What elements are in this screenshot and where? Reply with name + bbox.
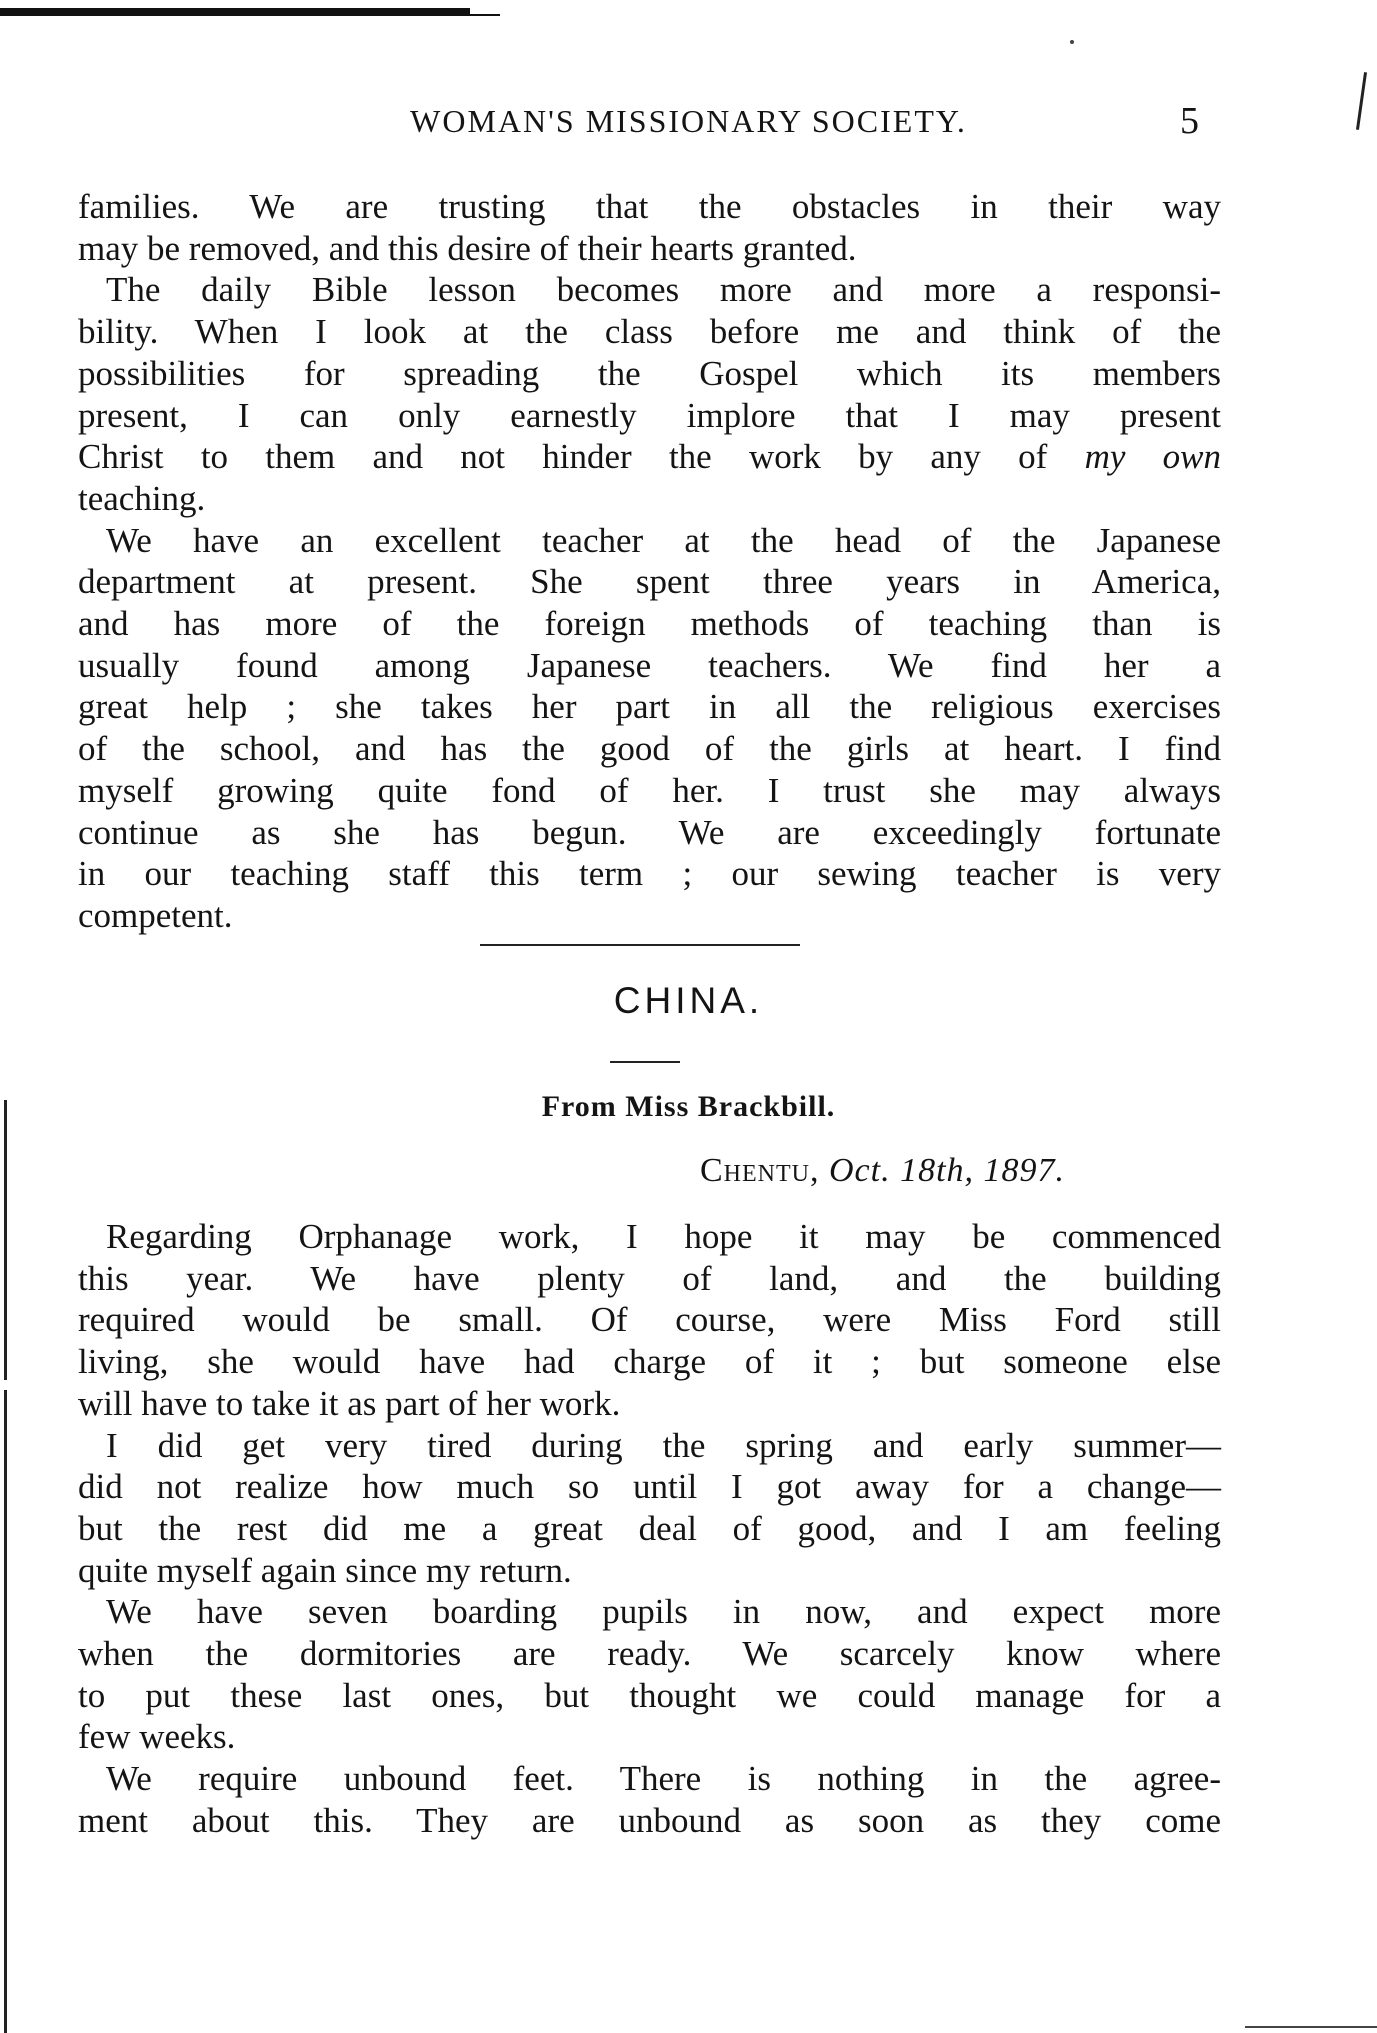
japan-report <box>78 186 1221 937</box>
text-line: The daily Bible lesson becomes more and more a responsi- <box>106 270 1221 310</box>
text-line: possibilities for spreading the Gospel which its members <box>78 353 1221 393</box>
text-line: to put these last ones, but thought we could manage for a <box>78 1675 1221 1715</box>
text-line: myself growing quite fond of her. I trust she may always <box>78 770 1221 810</box>
title-rule <box>610 1061 680 1063</box>
text-line: I did get very tired during the spring and early summer— <box>106 1425 1221 1465</box>
text-line: did not realize how much so until I got away for a change— <box>78 1467 1221 1507</box>
paragraph <box>78 1758 1221 1841</box>
paragraph <box>78 520 1221 937</box>
text-line: quite myself again since my return. <box>78 1550 572 1590</box>
text-line: bility. When I look at the class before me and think of the <box>78 312 1221 352</box>
dateline-date: Oct. 18th, 1897. <box>829 1152 1066 1189</box>
dateline-place: Chentu, <box>700 1152 820 1189</box>
paragraph <box>78 1216 1221 1425</box>
ink-speck <box>1070 40 1074 44</box>
top-rule <box>0 8 470 16</box>
section-title: CHINA. <box>613 980 764 1021</box>
text-line: present, I can only earnestly implore that I may present <box>78 395 1221 435</box>
paragraph <box>78 1591 1221 1758</box>
text-line: department at present. She spent three years in America, <box>78 562 1221 602</box>
running-head: WOMAN'S MISSIONARY SOCIETY. <box>410 103 967 139</box>
text-line: ment about this. They are unbound as soon as they come <box>78 1800 1221 1840</box>
page-header <box>0 96 1377 146</box>
letter-byline: From Miss Brackbill. <box>541 1090 836 1123</box>
top-rule-tail <box>470 14 500 16</box>
text-line: We have seven boarding pupils in now, and expect more <box>106 1592 1221 1632</box>
text-line: We require unbound feet. There is nothing in the agree- <box>106 1759 1221 1799</box>
text-line: of the school, and has the good of the girls at heart. I find <box>78 729 1221 769</box>
text-line: and has more of the foreign methods of teaching than is <box>78 604 1221 644</box>
paragraph <box>78 269 1221 519</box>
text-line: few weeks. <box>78 1717 236 1757</box>
text-line: when the dormitories are ready. We scarcely know where <box>78 1634 1221 1674</box>
text-line: living, she would have had charge of it ; but someone else <box>78 1342 1221 1382</box>
text-line: in our teaching staff this term ; our sewing teacher is very <box>78 854 1221 894</box>
text-line: required would be small. Of course, were Miss Ford still <box>78 1300 1221 1340</box>
text-line: usually found among Japanese teachers. We find her a <box>78 645 1221 685</box>
text-line: Regarding Orphanage work, I hope it may be commenced <box>106 1217 1221 1256</box>
text-line: great help ; she takes her part in all the religious exercises <box>78 687 1221 727</box>
text-line: We have an excellent teacher at the head of the Japanese <box>106 520 1221 560</box>
bottom-rule <box>1245 2026 1377 2028</box>
emphasis: my own <box>1084 437 1221 477</box>
text-line: may be removed, and this desire of their hearts granted. <box>78 228 857 268</box>
page-number: 5 <box>1180 100 1199 142</box>
china-letter <box>78 1216 1221 1842</box>
text-line: but the rest did me a great deal of good, and I am feeling <box>78 1508 1221 1548</box>
left-page-edge <box>4 1390 7 2033</box>
text-line: this year. We have plenty of land, and the building <box>78 1258 1221 1298</box>
text-line: Christ to them and not hinder the work by any of my own <box>78 437 1221 477</box>
text-line: continue as she has begun. We are exceedingly fortunate <box>78 812 1221 852</box>
text-line: families. We are trusting that the obstacles in their way <box>78 187 1221 226</box>
left-page-edge <box>4 1100 7 1380</box>
paragraph <box>78 186 1221 269</box>
paragraph <box>78 1425 1221 1592</box>
text-line: will have to take it as part of her work. <box>78 1383 621 1423</box>
text-line: competent. <box>78 895 233 935</box>
letter-dateline <box>700 1152 1065 1190</box>
text-line: teaching. <box>78 478 206 518</box>
section-divider <box>480 944 800 946</box>
